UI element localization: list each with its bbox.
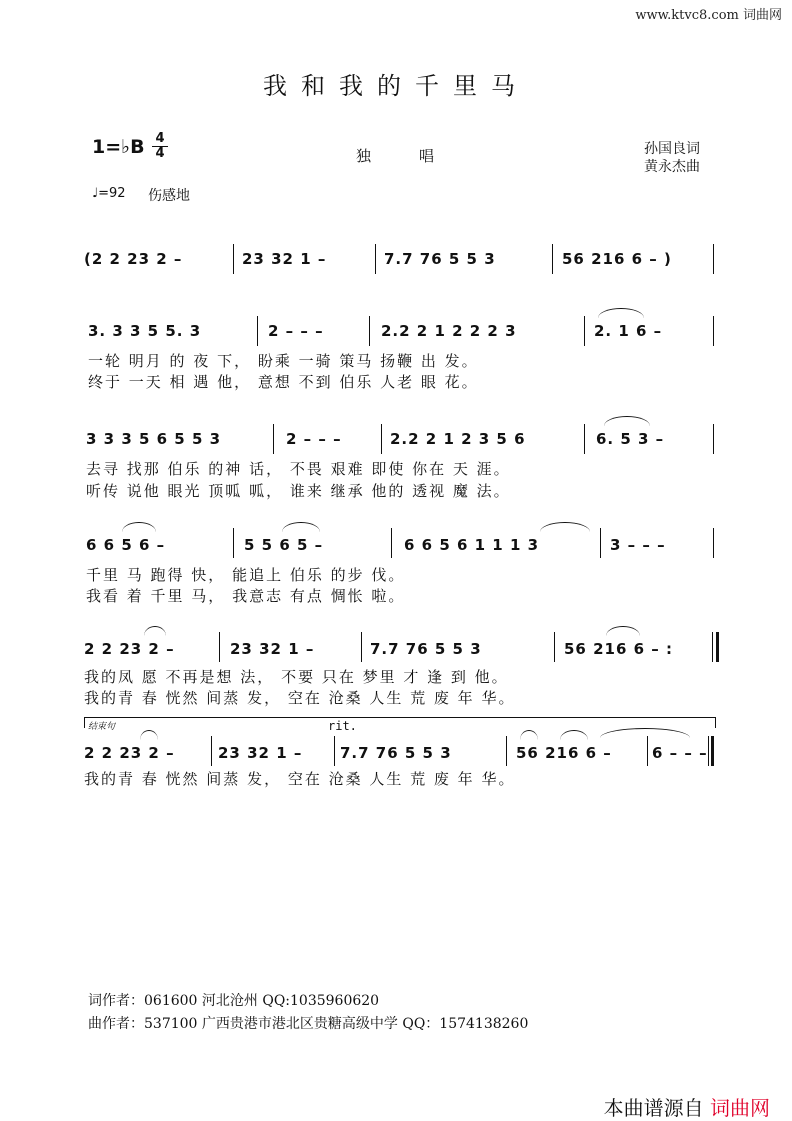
barline bbox=[713, 528, 714, 558]
barline bbox=[712, 632, 713, 662]
composer-info: 曲作者：537100 广西贵港市港北区贵糖高级中学 QQ：1574138260 bbox=[88, 1016, 529, 1032]
measure: 23 32 1 – bbox=[230, 640, 315, 658]
song-title: 我和我的千里马 bbox=[263, 72, 529, 100]
ritardando-marking: rit. bbox=[328, 719, 357, 733]
barline bbox=[713, 316, 714, 346]
barline bbox=[552, 244, 553, 274]
lyric-line-2: 听传 说他 眼光 顶呱 呱， 谁来 继承 他的 透视 魔 法。 bbox=[86, 482, 511, 500]
measure: 2. 1 6 – bbox=[594, 322, 663, 340]
measure: 3 3 3 5 6 5 5 3 bbox=[86, 430, 222, 448]
measure: 7.7 76 5 5 3 bbox=[370, 640, 482, 658]
measure: 56 216 6 – bbox=[516, 744, 612, 762]
lyric-line-1: 去寻 找那 伯乐 的神 话， 不畏 艰难 即使 你在 天 涯。 bbox=[86, 460, 511, 478]
time-signature bbox=[152, 132, 168, 161]
barline bbox=[381, 424, 382, 454]
measure: 23 32 1 – bbox=[218, 744, 303, 762]
measure: (2 2 23 2 – bbox=[84, 250, 183, 268]
barline bbox=[219, 632, 220, 662]
measure: 56 216 6 – : bbox=[564, 640, 674, 658]
barline bbox=[361, 632, 362, 662]
slur-mark bbox=[140, 730, 158, 740]
lyric-line-1: 千里 马 跑得 快， 能追上 伯乐 的步 伐。 bbox=[86, 566, 406, 584]
barline bbox=[391, 528, 392, 558]
measure: 2.2 2 1 2 2 2 3 bbox=[381, 322, 517, 340]
slur-mark bbox=[560, 730, 588, 740]
barline bbox=[554, 632, 555, 662]
measure: 3. 3 3 5 5. 3 bbox=[88, 322, 202, 340]
measure: 5 5 6 5 – bbox=[244, 536, 324, 554]
measure: 2 2 23 2 – bbox=[84, 640, 175, 658]
performance-type: 独唱 bbox=[356, 147, 483, 165]
lyric-line-1: 一轮 明月 的 夜 下， 盼乘 一骑 策马 扬鞭 出 发。 bbox=[88, 352, 479, 370]
barline bbox=[708, 736, 709, 766]
slur-mark bbox=[540, 522, 590, 532]
measure: 2 2 23 2 – bbox=[84, 744, 175, 762]
lyric-line-2: 终于 一天 相 遇 他， 意想 不到 伯乐 人老 眼 花。 bbox=[88, 373, 479, 391]
site-watermark: www.ktvc8.com 词曲网 bbox=[635, 8, 782, 23]
measure: 6 6 5 6 1 1 1 3 bbox=[404, 536, 540, 554]
lyric-line-1: 我的青 春 恍然 间蒸 发， 空在 沧桑 人生 荒 废 年 华。 bbox=[84, 770, 516, 788]
tempo-marking: ♩=92 bbox=[92, 186, 126, 201]
measure: 6 6 5 6 – bbox=[86, 536, 166, 554]
barline bbox=[647, 736, 648, 766]
slur-mark bbox=[520, 730, 538, 740]
measure: 6 – – – bbox=[652, 744, 708, 762]
slur-mark bbox=[598, 308, 644, 318]
barline bbox=[334, 736, 335, 766]
meter-top: 4 bbox=[155, 131, 165, 146]
lyricist-credit: 孙国良词 bbox=[644, 141, 700, 157]
repeat-end-barline bbox=[716, 632, 719, 662]
lyric-line-2: 我看 着 千里 马， 我意志 有点 惆怅 啦。 bbox=[86, 587, 406, 605]
barline bbox=[713, 244, 714, 274]
barline bbox=[257, 316, 258, 346]
key-signature: 1=♭B bbox=[92, 136, 145, 158]
barline bbox=[233, 244, 234, 274]
composer-credit: 黄永杰曲 bbox=[644, 159, 700, 175]
barline bbox=[369, 316, 370, 346]
lyric-line-1: 我的凤 愿 不再是想 法， 不要 只在 梦里 才 逢 到 他。 bbox=[84, 668, 509, 686]
meter-bottom: 4 bbox=[152, 146, 168, 161]
measure: 2 – – – bbox=[268, 322, 324, 340]
source-attribution bbox=[604, 1092, 770, 1121]
slur-mark bbox=[144, 626, 166, 636]
measure: 7.7 76 5 5 3 bbox=[384, 250, 496, 268]
final-barline bbox=[711, 736, 714, 766]
slur-mark bbox=[606, 626, 640, 636]
measure: 2.2 2 1 2 3 5 6 bbox=[390, 430, 526, 448]
barline bbox=[584, 316, 585, 346]
measure: 56 216 6 – ) bbox=[562, 250, 672, 268]
barline bbox=[584, 424, 585, 454]
barline bbox=[600, 528, 601, 558]
measure: 23 32 1 – bbox=[242, 250, 327, 268]
lyricist-info: 词作者：061600 河北沧州 QQ:1035960620 bbox=[88, 993, 380, 1009]
ending-bracket bbox=[84, 717, 716, 728]
slur-mark bbox=[122, 522, 156, 532]
slur-mark bbox=[604, 416, 650, 426]
measure: 7.7 76 5 5 3 bbox=[340, 744, 452, 762]
slur-mark bbox=[600, 728, 690, 738]
measure: 6. 5 3 – bbox=[596, 430, 665, 448]
barline bbox=[273, 424, 274, 454]
slur-mark bbox=[282, 522, 320, 532]
barline bbox=[233, 528, 234, 558]
barline bbox=[375, 244, 376, 274]
barline bbox=[506, 736, 507, 766]
expression-marking: 伤感地 bbox=[148, 188, 190, 204]
lyric-line-2: 我的青 春 恍然 间蒸 发， 空在 沧桑 人生 荒 废 年 华。 bbox=[84, 689, 516, 707]
ending-label: 结束句 bbox=[88, 722, 116, 732]
source-prefix: 本曲谱源自 bbox=[603, 1096, 704, 1120]
barline bbox=[713, 424, 714, 454]
measure: 3 – – – bbox=[610, 536, 666, 554]
source-site-link[interactable]: 词曲网 bbox=[710, 1096, 770, 1120]
barline bbox=[211, 736, 212, 766]
measure: 2 – – – bbox=[286, 430, 342, 448]
